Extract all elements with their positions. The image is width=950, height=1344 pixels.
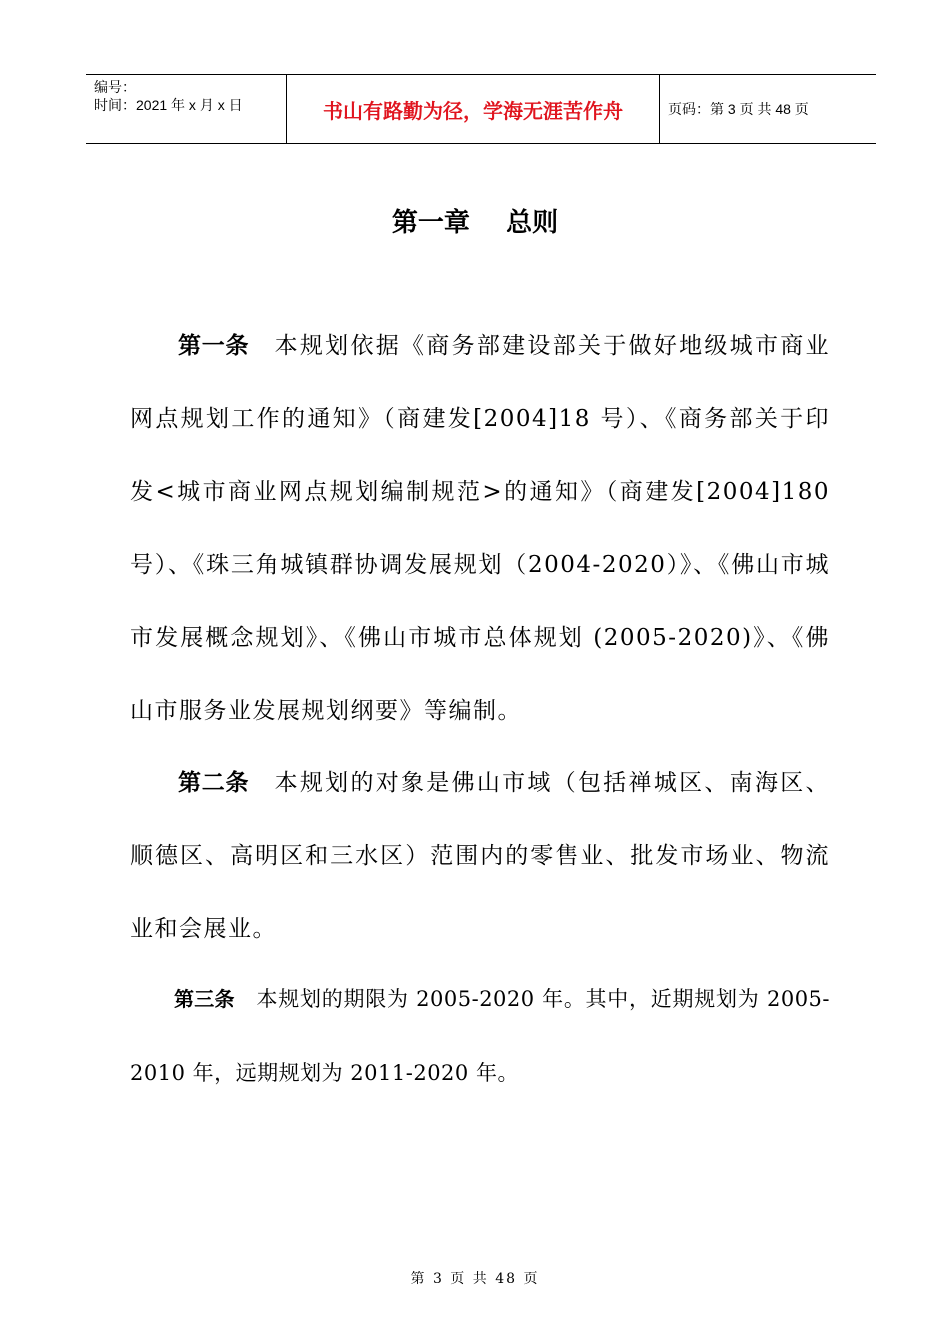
time-label: 时间：2021 年 x 月 x 日 [94, 97, 243, 113]
article-label: 第一条 [178, 333, 250, 359]
header-meta [86, 75, 287, 143]
number-label: 编号： [94, 79, 136, 95]
article-3 [130, 962, 830, 1110]
article-label: 第三条 [174, 987, 235, 1011]
article-text: 本规划的期限为 2005-2020 年。其中，近期规划为 2005-2010 年，远期规划为 2011-2020 年。 [130, 987, 831, 1085]
header-page-info: 页码：第 3 页 共 48 页 [668, 101, 809, 117]
article-text: 本规划的对象是佛山市域（包括禅城区、南海区、顺德区、高明区和三水区）范围内的零售业、批发市场业、物流业和会展业。 [130, 770, 831, 942]
header-motto: 书山有路勤为径，学海无涯苦作舟 [287, 75, 660, 143]
article-1 [130, 310, 830, 748]
article-2 [130, 747, 830, 966]
page-header [86, 74, 876, 144]
article-text: 本规划依据《商务部建设部关于做好地级城市商业网点规划工作的通知》（商建发[2004]18 号）、《商务部关于印发<城市商业网点规划编制规范>的通知》（商建发[2004]180 号）、《珠三角城镇群协调发展规划（2004-2020）》、《佛山市城市发展概念规划》、《佛山市城市总体规划 (2005-2020)》、《佛山市服务业发展规划纲要》等编制。 [130, 333, 831, 724]
chapter-title: 第一章 总则 [391, 208, 559, 238]
article-label: 第二条 [178, 770, 250, 796]
page-footer: 第 3 页 共 48 页 [410, 1271, 540, 1287]
